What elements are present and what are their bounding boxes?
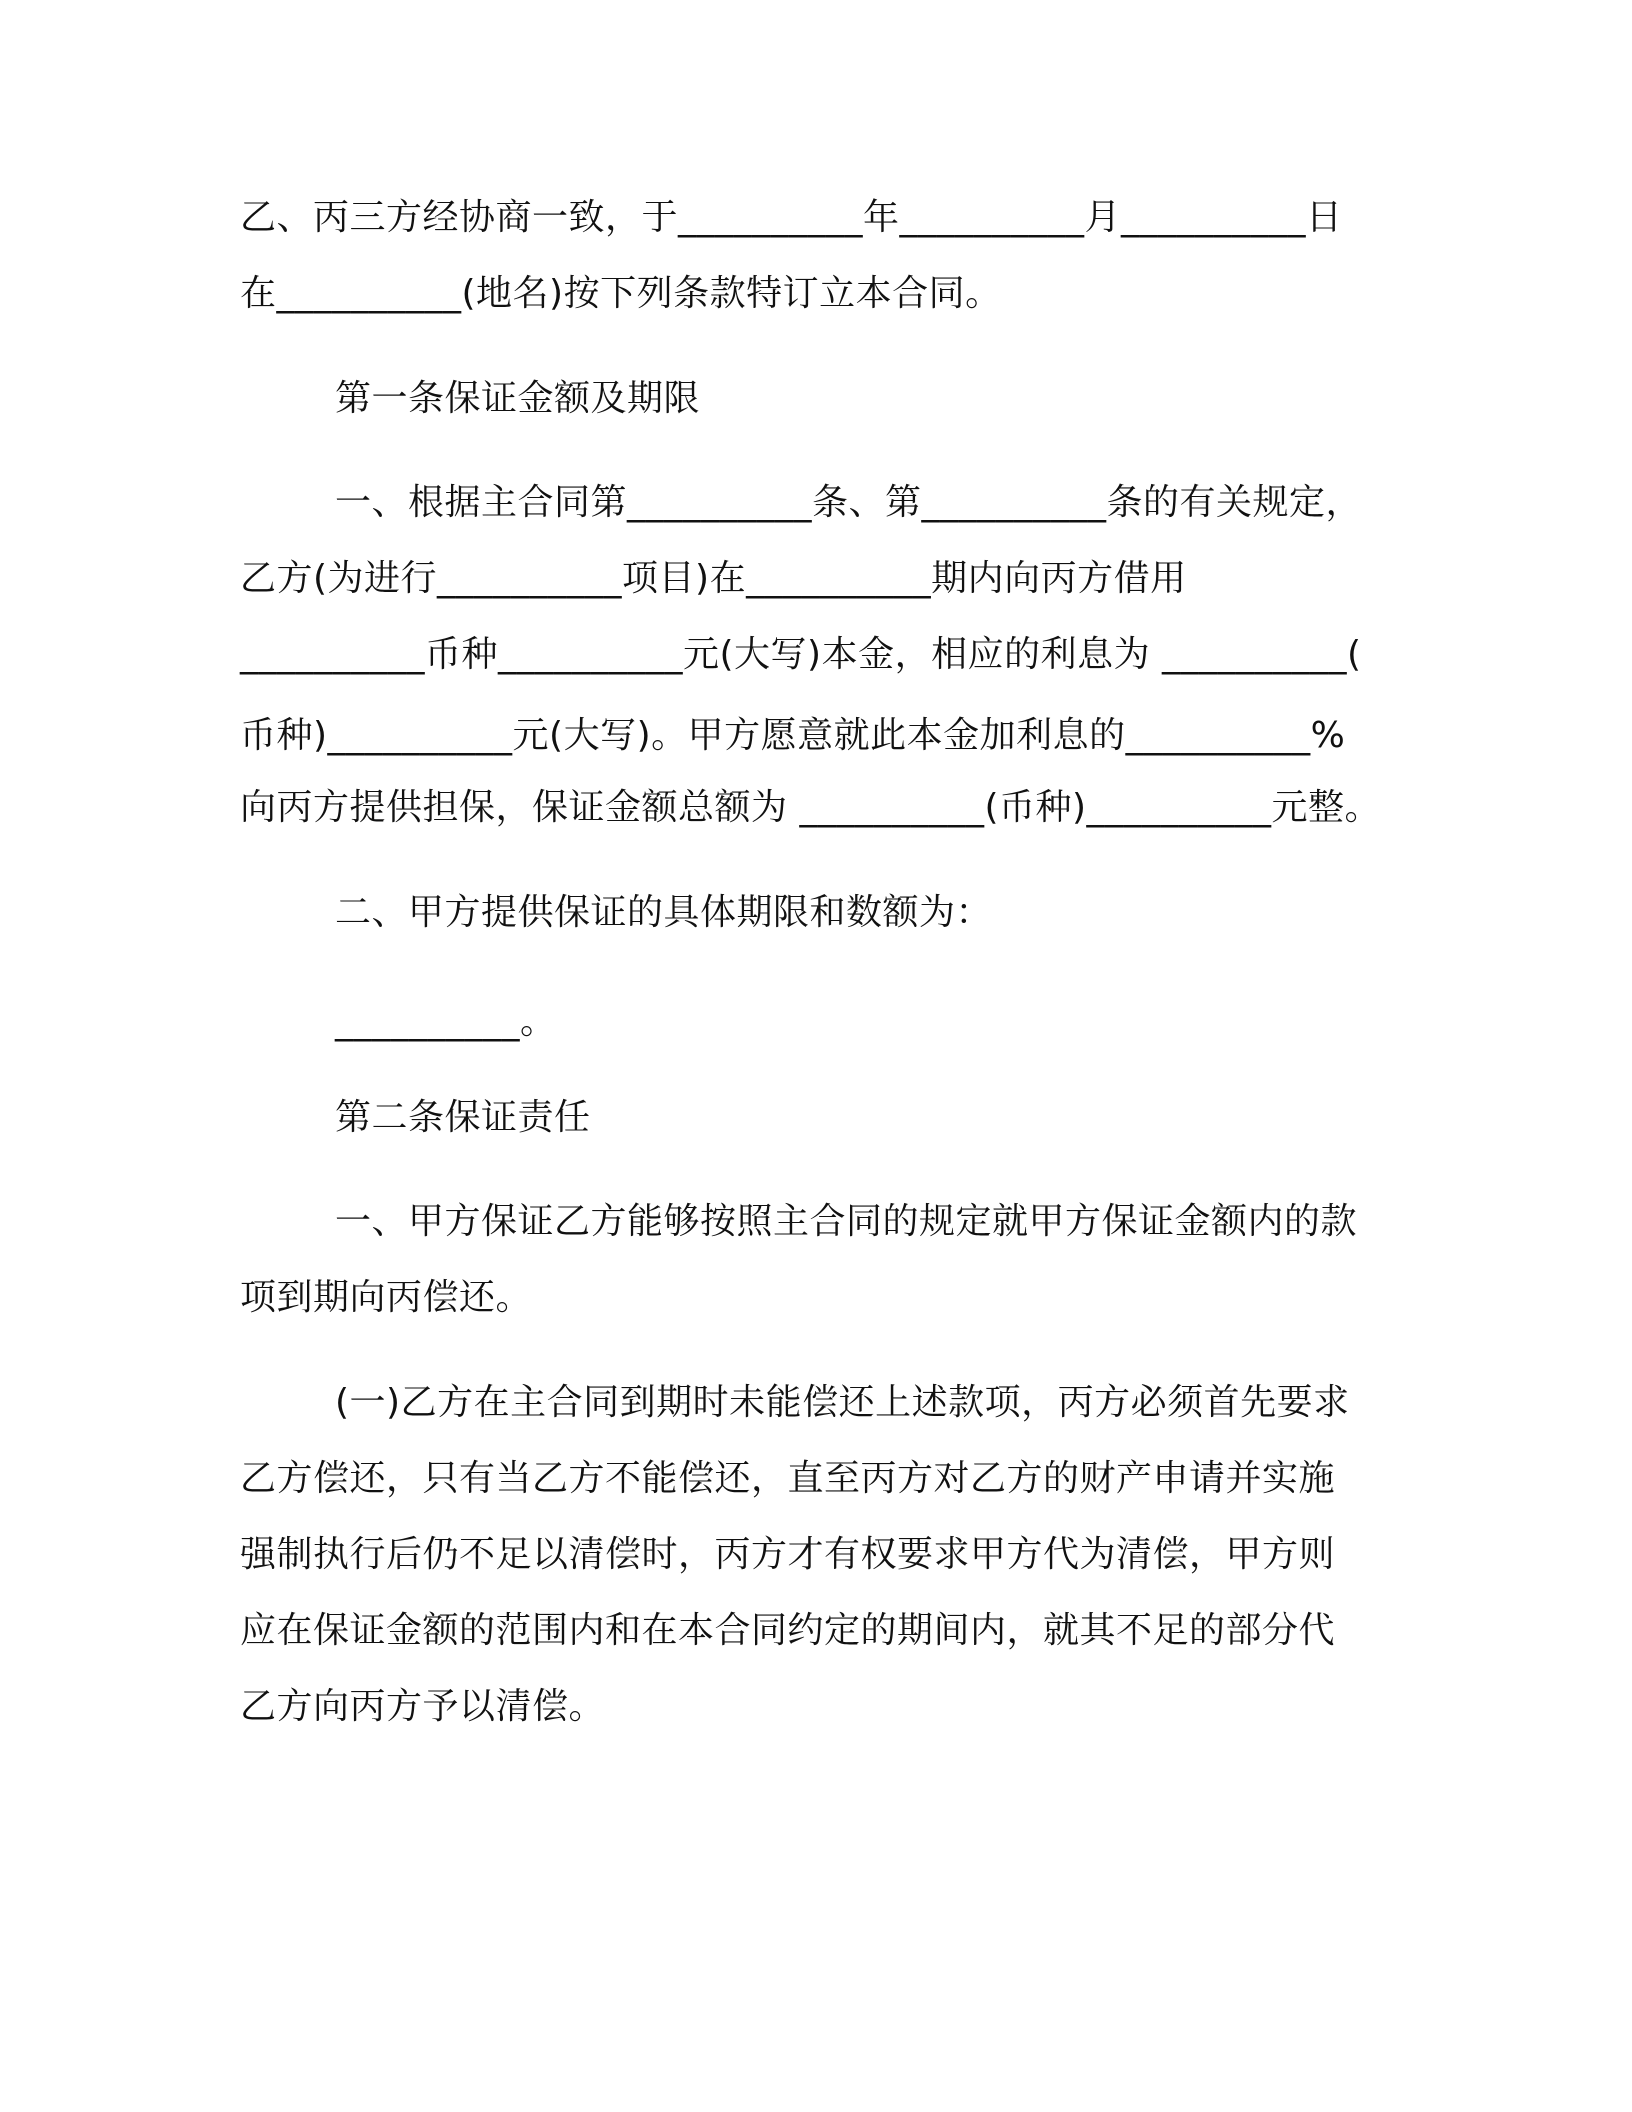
text-line-2: 在__________(地名)按下列条款特订立本合同。 [240, 273, 1002, 314]
text-line-1: 乙、丙三方经协商一致，于__________年__________月__________日 [240, 197, 1343, 238]
text-line-16: 强制执行后仍不足以清偿时，丙方才有权要求甲方代为清偿，甲方则 [240, 1534, 1336, 1575]
text-line-6: __________币种__________元(大写)本金，相应的利息为 __________( [240, 634, 1362, 675]
text-line-18: 乙方向丙方予以清偿。 [240, 1686, 606, 1727]
text-line-14: (一)乙方在主合同到期时未能偿还上述款项，丙方必须首先要求 [335, 1382, 1350, 1423]
text-line-5: 乙方(为进行__________项目)在__________期内向丙方借用 [240, 558, 1187, 599]
text-line-8: 向丙方提供担保，保证金额总额为 __________(币种)__________元整。 [240, 787, 1382, 828]
text-line-10: __________。 [335, 1001, 557, 1042]
text-line-17: 应在保证金额的范围内和在本合同约定的期间内，就其不足的部分代 [240, 1610, 1336, 1651]
text-line-15: 乙方偿还，只有当乙方不能偿还，直至丙方对乙方的财产申请并实施 [240, 1458, 1336, 1499]
article-1-heading: 第一条保证金额及期限 [335, 378, 701, 419]
article-2-heading: 第二条保证责任 [335, 1097, 591, 1138]
text-line-12: 一、甲方保证乙方能够按照主合同的规定就甲方保证金额内的款 [335, 1201, 1358, 1242]
text-line-7: 币种)__________元(大写)。甲方愿意就此本金加利息的__________% [240, 715, 1346, 756]
text-line-4: 一、根据主合同第__________条、第__________条的有关规定， [335, 482, 1363, 523]
text-line-9: 二、甲方提供保证的具体期限和数额为： [335, 892, 993, 933]
text-line-13: 项到期向丙偿还。 [240, 1277, 533, 1318]
